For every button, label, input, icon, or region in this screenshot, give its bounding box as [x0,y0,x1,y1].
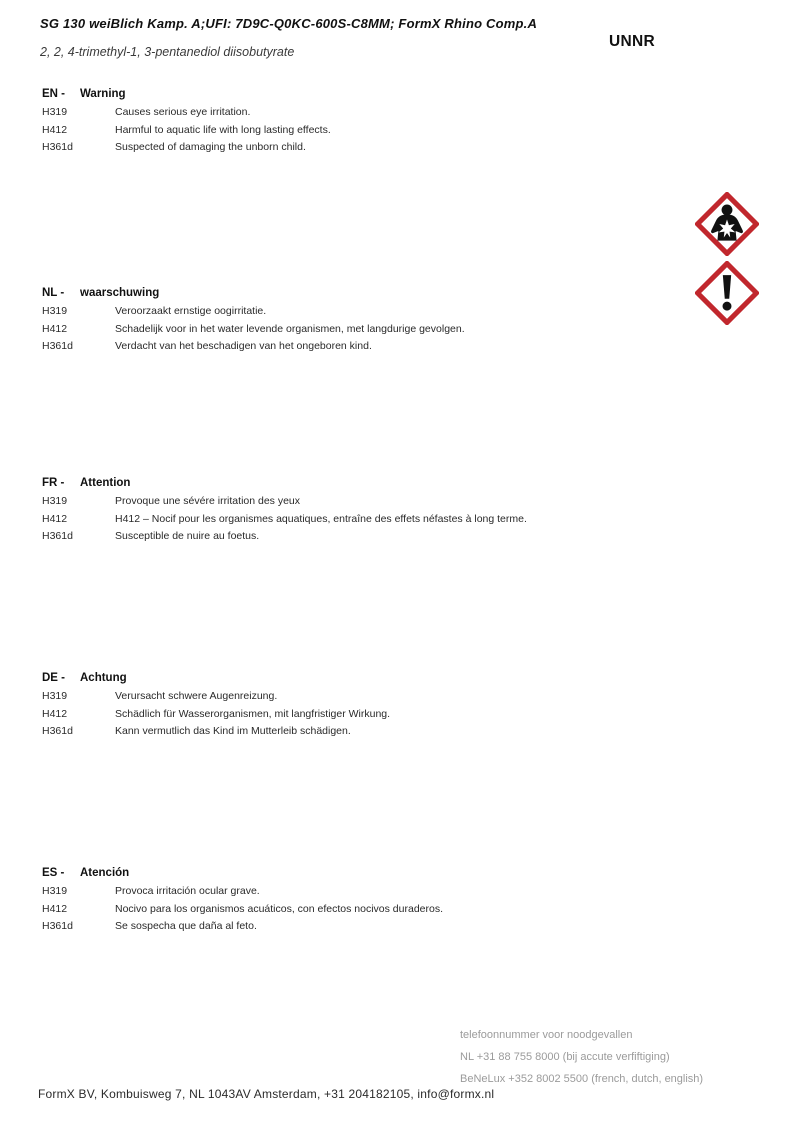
hazard-text: Verursacht schwere Augenreizung. [115,690,278,702]
hazard-text: Provoque une sévére irritation des yeux [115,495,301,507]
signal-word: Attention [80,477,131,489]
language-code: DE - [42,672,65,684]
hazard-text: Susceptible de nuire au foetus. [115,530,260,542]
hazard-statement-row [42,513,682,531]
hazard-text: Provoca irritación ocular grave. [115,885,260,897]
section-heading [42,867,682,885]
section-heading [42,287,682,305]
unnr-label: UNNR [609,33,655,50]
language-code: FR - [42,477,65,489]
hazard-text: H412 – Nocif pour les organismes aquatiques, entraîne des effets néfastes à long terme. [115,512,527,525]
hazard-code: H361d [42,530,73,542]
hazard-code: H412 [42,707,68,720]
section-heading [42,88,682,106]
hazard-section-fr [42,477,682,548]
hazard-statement-row [42,305,682,323]
hazard-statement-row [42,690,682,708]
ghs07-exclamation-mark-icon [695,261,759,325]
hazard-statement-row [42,106,682,124]
hazard-text: Harmful to aquatic life with long lasting effects. [115,123,331,136]
hazard-text: Veroorzaakt ernstige oogirritatie. [115,305,267,317]
hazard-section-es [42,867,682,938]
hazard-text: Nocivo para los organismos acuáticos, con efectos nocivos duraderos. [115,902,444,915]
hazard-section-de [42,672,682,743]
hazard-code: H319 [42,305,68,317]
hazard-text: Kann vermutlich das Kind im Mutterleib schädigen. [115,725,351,737]
ghs08-health-hazard-icon [695,192,759,256]
hazard-statement-row [42,708,682,726]
hazard-code: H412 [42,123,68,136]
language-code: EN - [42,88,65,100]
hazard-statement-row [42,725,682,743]
emergency-line-benelux: BeNeLux +352 8002 5500 (french, dutch, english) [460,1073,704,1085]
hazard-code: H319 [42,495,68,507]
hazard-text: Schadelijk voor in het water levende organismen, met langdurige gevolgen. [115,322,465,335]
hazard-statement-row [42,340,682,358]
section-heading [42,672,682,690]
hazard-section-nl [42,287,682,358]
hazard-code: H319 [42,885,68,897]
hazard-statement-row [42,495,682,513]
hazard-code: H361d [42,920,73,932]
hazard-text: Verdacht van het beschadigen van het ongeboren kind. [115,340,372,352]
substance-name: 2, 2, 4-trimethyl-1, 3-pentanediol diisobutyrate [40,45,295,59]
hazard-statement-row [42,323,682,341]
product-title: SG 130 weiBlich Kamp. A;UFI: 7D9C-Q0KC-600S-C8MM; FormX Rhino Comp.A [40,16,538,31]
emergency-title: telefoonnummer voor noodgevallen [460,1029,633,1041]
signal-word: waarschuwing [80,287,160,299]
hazard-text: Schädlich für Wasserorganismen, mit langfristiger Wirkung. [115,707,391,720]
signal-word: Achtung [80,672,127,684]
hazard-code: H412 [42,902,68,915]
signal-word: Atención [80,867,130,879]
hazard-code: H361d [42,725,73,737]
language-code: ES - [42,867,65,879]
hazard-code: H412 [42,512,68,525]
hazard-statement-row [42,885,682,903]
hazard-statement-row [42,530,682,548]
emergency-line-nl: NL +31 88 755 8000 (bij accute verfiftiging) [460,1051,670,1063]
hazard-text: Suspected of damaging the unborn child. [115,141,306,153]
hazard-statement-row [42,141,682,159]
company-address-line: FormX BV, Kombuisweg 7, NL 1043AV Amsterdam, +31 204182105, info@formx.nl [38,1087,495,1101]
hazard-code: H412 [42,322,68,335]
hazard-statement-row [42,903,682,921]
language-code: NL - [42,287,65,299]
signal-word: Warning [80,88,126,100]
hazard-section-en [42,88,682,159]
hazard-code: H319 [42,690,68,702]
hazard-code: H361d [42,141,73,153]
hazard-code: H319 [42,106,68,118]
hazard-text: Se sospecha que daña al feto. [115,920,257,932]
section-heading [42,477,682,495]
hazard-statement-row [42,920,682,938]
emergency-phone-block [460,1029,703,1095]
hazard-text: Causes serious eye irritation. [115,106,251,118]
hazard-statement-row [42,124,682,142]
hazard-code: H361d [42,340,73,352]
